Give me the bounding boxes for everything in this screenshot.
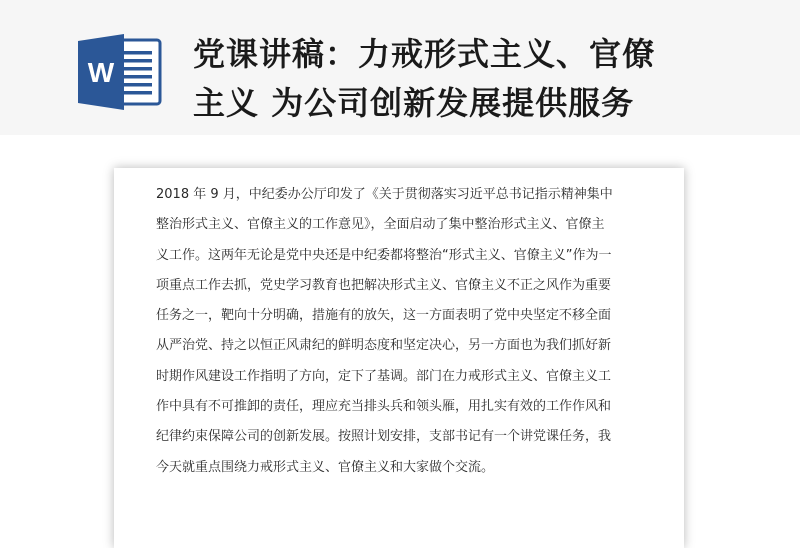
word-document-icon [76, 32, 164, 112]
document-body [156, 180, 656, 483]
document-title-line-2: 主义 为公司创新发展提供服务 [193, 84, 635, 122]
body-line: 2018 年 9 月，中纪委办公厅印发了《关于贯彻落实习近平总书记指示精神集中 [156, 187, 613, 202]
body-line: 纪律约束保障公司的创新发展。按照计划安排，支部书记有一个讲党课任务，我 [156, 429, 612, 445]
body-line: 今天就重点围绕力戒形式主义、官僚主义和大家做个交流。 [156, 459, 495, 475]
document-title-line-1: 党课讲稿：力戒形式主义、官僚 [193, 35, 656, 73]
body-line: 整治形式主义、官僚主义的工作意见》，全面启动了集中整治形式主义、官僚主 [156, 217, 605, 233]
body-line: 时期作风建设工作指明了方向，定下了基调。部门在力戒形式主义、官僚主义工 [156, 368, 612, 384]
body-line: 从严治党、持之以恒正风肃纪的鲜明态度和坚定决心，另一方面也为我们抓好新 [156, 338, 612, 354]
document-title [193, 30, 783, 128]
body-line: 任务之一，靶向十分明确，措施有的放矢，这一方面表明了党中央坚定不移全面 [156, 308, 612, 324]
body-line: 项重点工作去抓，党史学习教育也把解决形式主义、官僚主义不正之风作为重要 [156, 277, 612, 293]
word-icon-letter: W [87, 57, 115, 88]
body-line: 义工作。这两年无论是党中央还是中纪委都将整治“形式主义、官僚主义”作为一 [156, 247, 612, 263]
body-line: 作中具有不可推卸的责任，理应充当排头兵和领头雁，用扎实有效的工作作风和 [156, 399, 612, 415]
